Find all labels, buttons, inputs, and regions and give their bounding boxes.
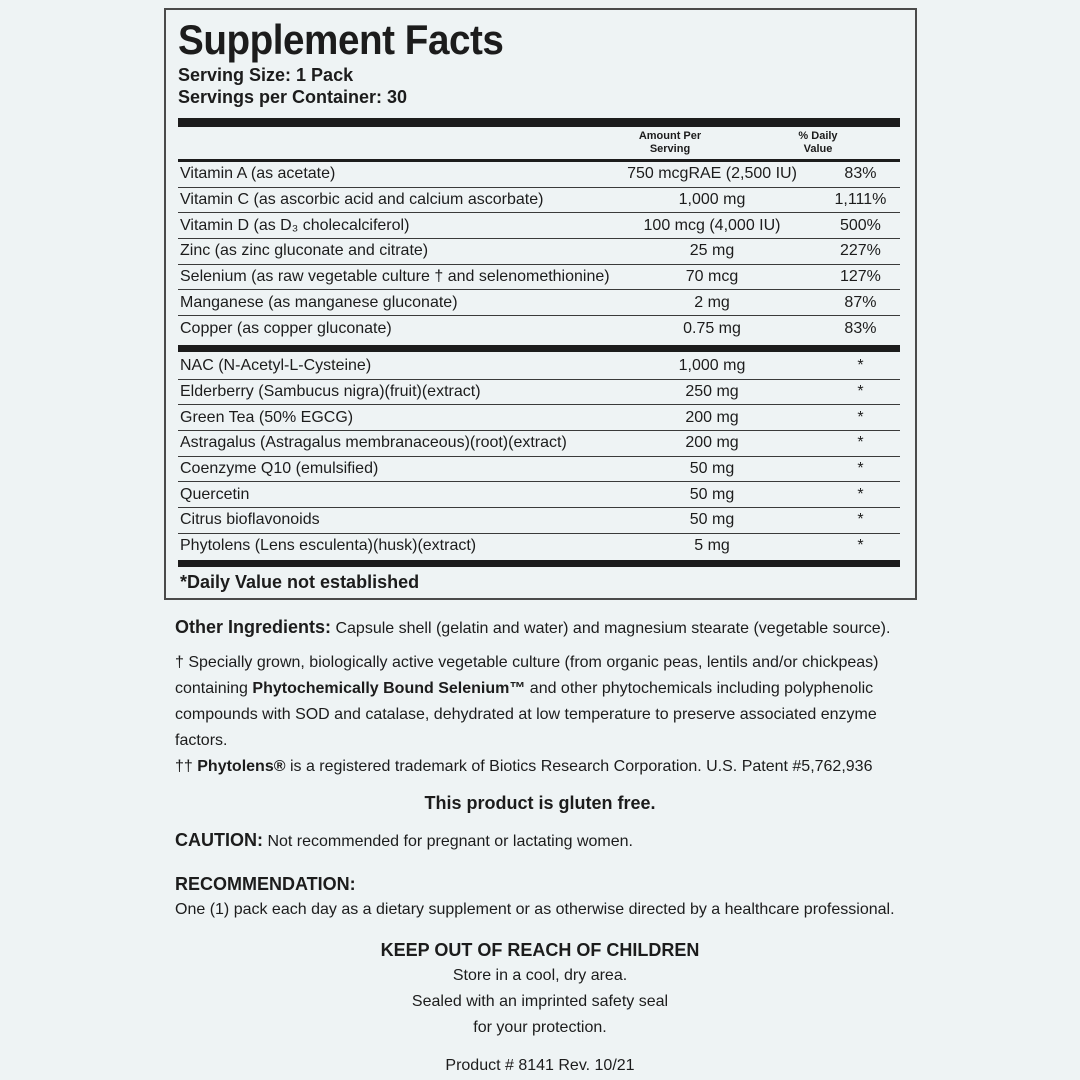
divider-bar: [178, 560, 900, 567]
column-header: [178, 127, 900, 162]
storage-line: Store in a cool, dry area.: [452, 967, 628, 984]
table-row: Quercetin 50 mg *: [178, 482, 900, 508]
recommendation: RECOMMENDATION: One (1) pack each day as a dietary supplement or as otherwise directed by a healthcare professional.: [175, 874, 895, 918]
table-row: Copper (as copper gluconate) 0.75 mg 83%: [180, 319, 877, 337]
table-row: Green Tea (50% EGCG) 200 mg *: [178, 405, 900, 431]
table-row: Citrus bioflavonoids 50 mg *: [178, 508, 900, 534]
panel-title: Supplement Facts: [178, 16, 504, 63]
gluten-free-statement: This product is gluten free.: [424, 793, 656, 813]
dagger-note: † Specially grown, biologically active vegetable culture (from organic peas, lentils and/or chickpeas) containing Phytochemically Bound Selenium™ and other phytochemicals including polyphenolic compounds with SOD and catalase, dehydrated at low temperature to preserve associated enzyme factors.: [175, 654, 879, 749]
table-row: Selenium (as raw vegetable culture † and selenomethionine) 70 mcg 127%: [178, 265, 900, 291]
table-row: Vitamin D (as D₃ cholecalciferol) 100 mcg (4,000 IU) 500%: [178, 213, 900, 239]
table-row: Phytolens (Lens esculenta)(husk)(extract) 5 mg *: [180, 537, 864, 555]
other-ingredient-rows: [178, 354, 900, 560]
storage-line: Sealed with an imprinted safety seal: [411, 993, 669, 1010]
table-row: NAC (N-Acetyl-L-Cysteine) 1,000 mg *: [178, 354, 900, 380]
servings-per-container: Servings per Container: 30: [178, 87, 408, 107]
serving-size: Serving Size: 1 Pack: [178, 65, 354, 85]
storage-block: [175, 937, 905, 1041]
daily-value-header: % Daily Value: [798, 130, 838, 155]
trademark-note: †† Phytolens® is a registered trademark of Biotics Research Corporation. U.S. Patent #5,762,936: [175, 758, 873, 775]
table-row: Vitamin A (as acetate) 750 mcgRAE (2,500 IU) 83%: [178, 162, 900, 188]
divider-bar: [178, 345, 900, 352]
caution: CAUTION: Not recommended for pregnant or lactating women.: [175, 830, 633, 850]
table-row: Vitamin C (as ascorbic acid and calcium ascorbate) 1,000 mg 1,111%: [178, 188, 900, 214]
table-row: Coenzyme Q10 (emulsified) 50 mg *: [178, 457, 900, 483]
supplement-facts-panel: [164, 8, 917, 600]
table-row: Elderberry (Sambucus nigra)(fruit)(extract) 250 mg *: [178, 380, 900, 406]
amount-header: Amount Per Serving: [638, 130, 702, 155]
divider-bar: [178, 118, 900, 127]
storage-line: for your protection.: [473, 1019, 607, 1036]
vitamin-rows: [178, 162, 900, 342]
table-row: Astragalus (Astragalus membranaceous)(root)(extract) 200 mg *: [178, 431, 900, 457]
other-ingredients: Other Ingredients: Capsule shell (gelatin and water) and magnesium stearate (vegetable source).: [175, 617, 891, 637]
keep-out-warning: KEEP OUT OF REACH OF CHILDREN: [380, 940, 700, 960]
table-row: Manganese (as manganese gluconate) 2 mg 87%: [178, 290, 900, 316]
table-row: Zinc (as zinc gluconate and citrate) 25 mg 227%: [178, 239, 900, 265]
daily-value-footnote: *Daily Value not established: [180, 572, 420, 593]
product-number: Product # 8141 Rev. 10/21: [445, 1057, 635, 1074]
